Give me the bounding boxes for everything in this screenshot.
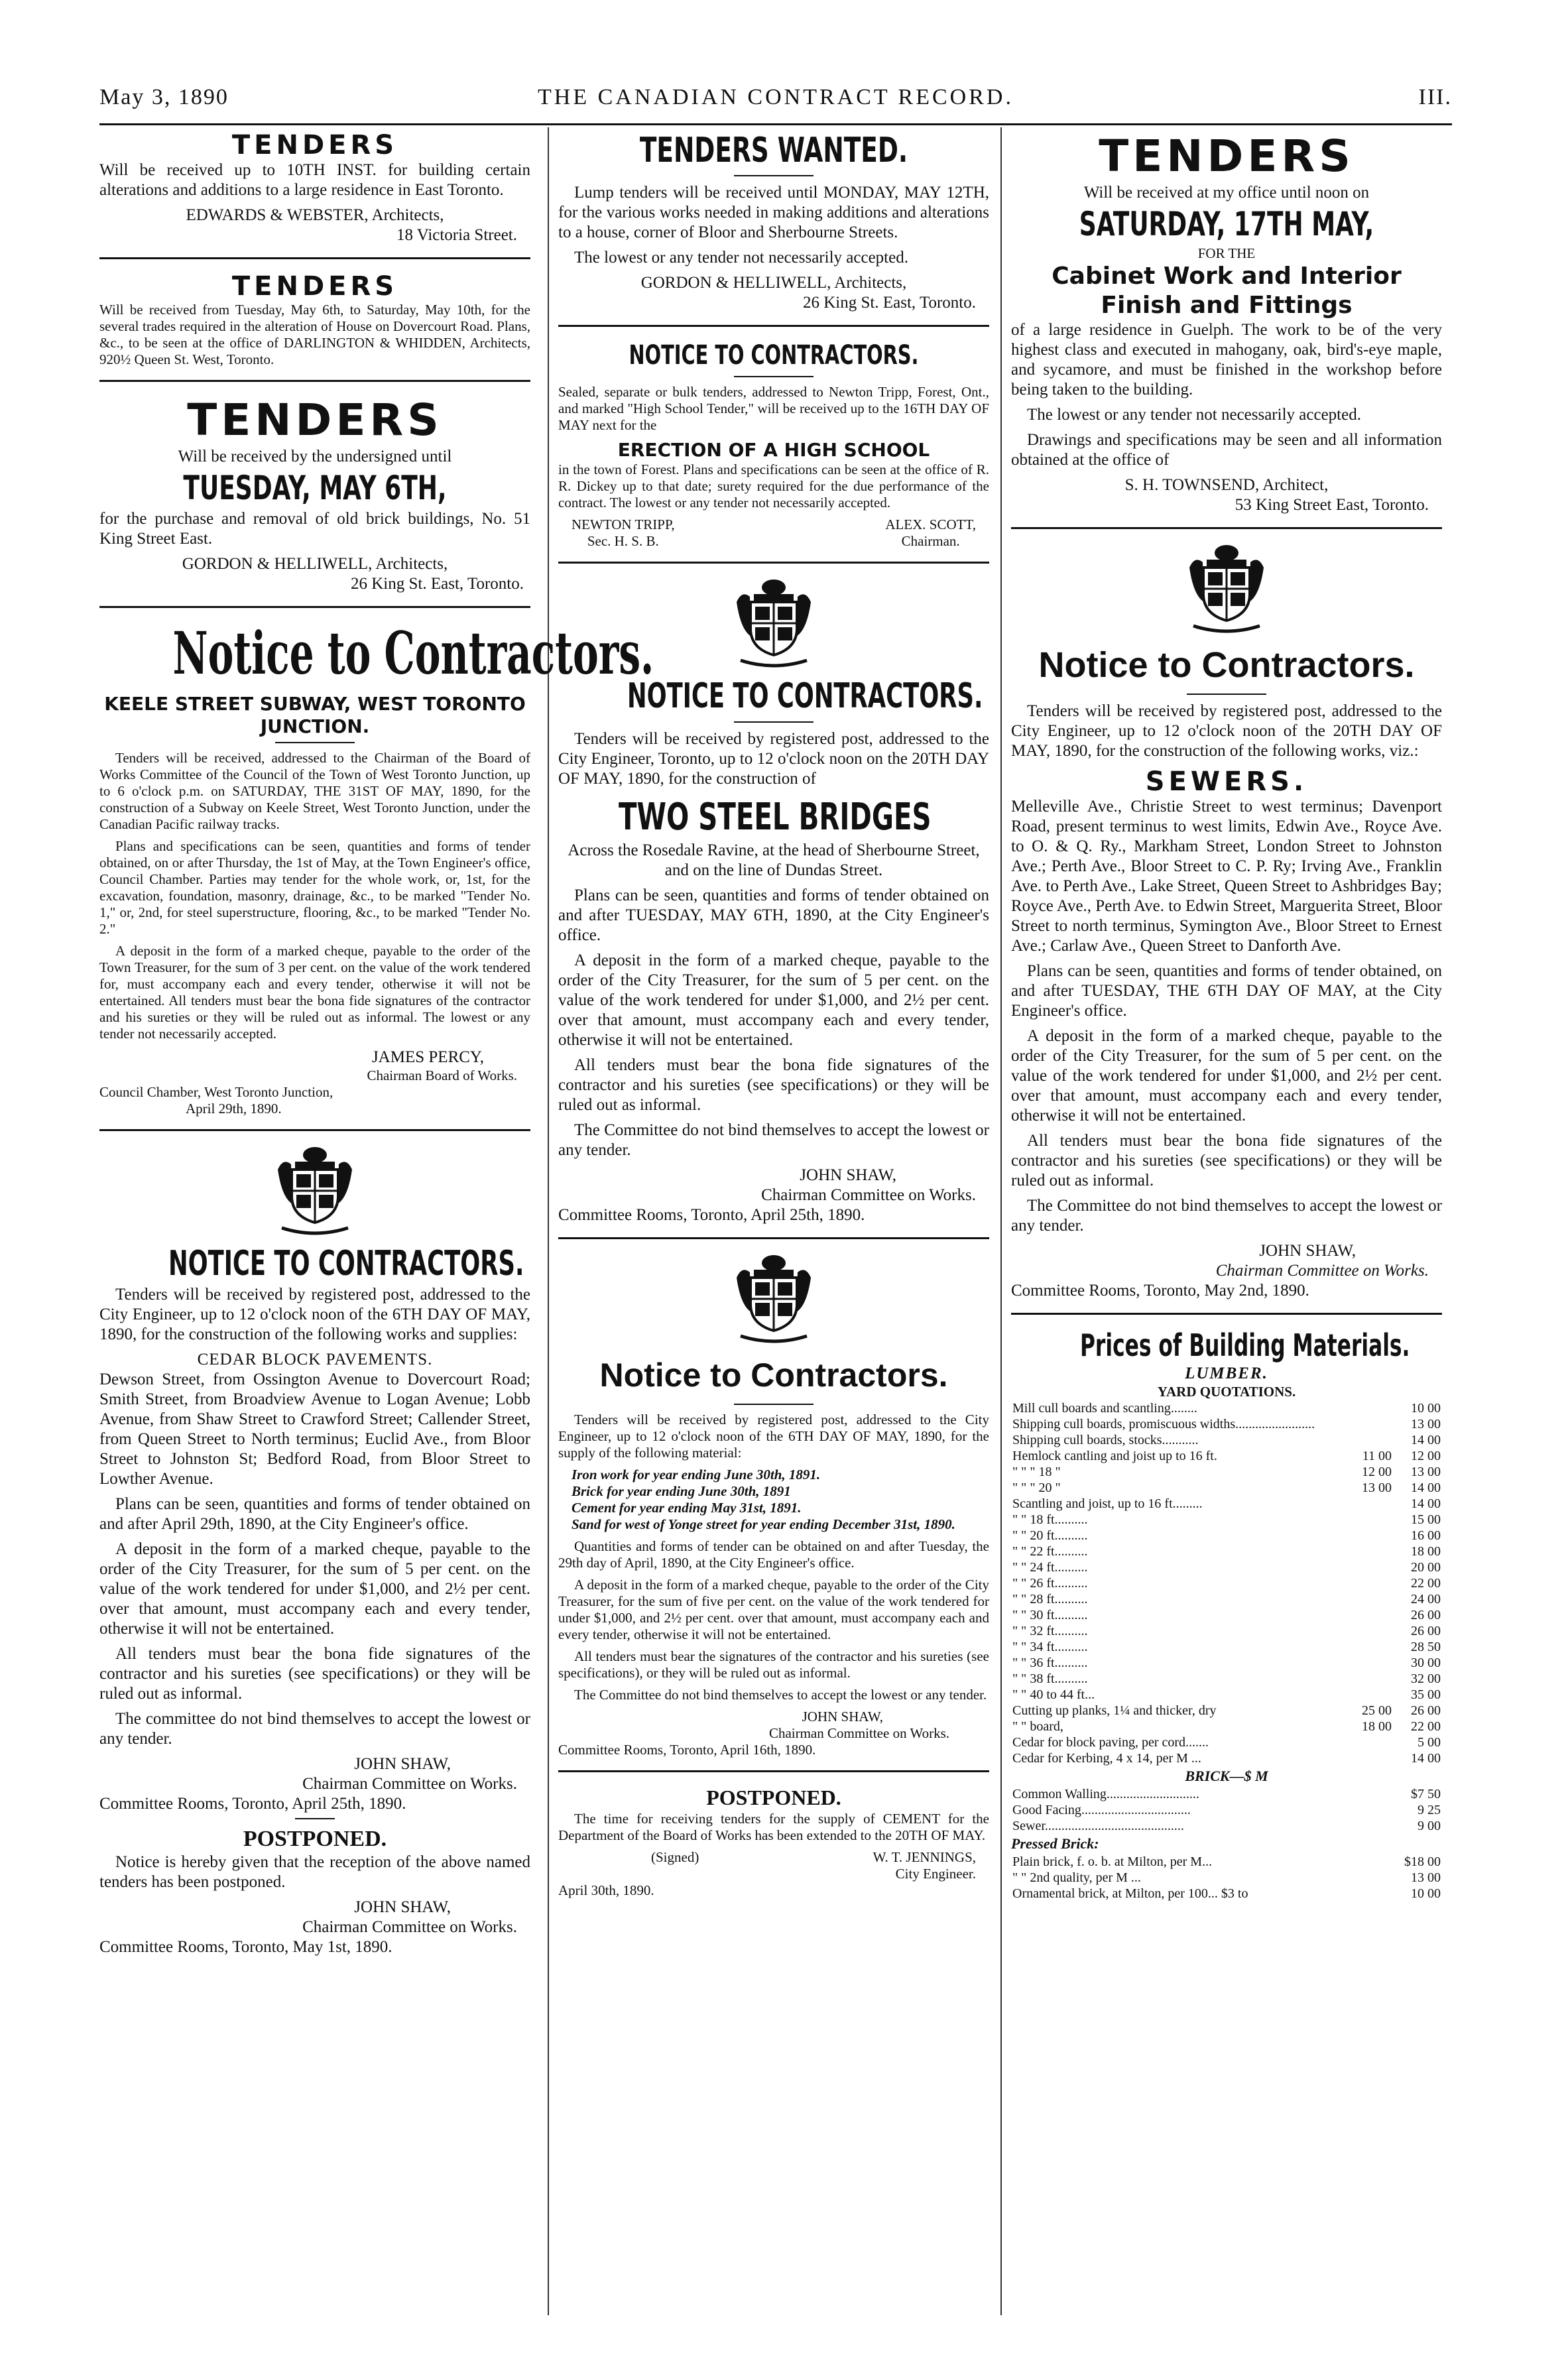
price-high: 9 00	[1417, 1819, 1441, 1833]
lumber-price-table	[1011, 1400, 1442, 1766]
price-low	[1344, 1655, 1393, 1671]
ad-date: April 29th, 1890.	[186, 1101, 282, 1117]
price-item: " " 38 ft..........	[1012, 1671, 1088, 1686]
ad-subtitle: CEDAR BLOCK PAVEMENTS.	[197, 1351, 433, 1368]
ad-paragraph: The Committee do not bind themselves to accept the lowest or any tender.	[1011, 1197, 1442, 1235]
price-low	[1344, 1886, 1393, 1902]
price-high: 14 00	[1411, 1751, 1441, 1766]
price-high: $7 50	[1411, 1787, 1441, 1801]
ad-high-school	[558, 339, 989, 550]
ad-paragraph: Melleville Ave., Christie Street to west terminus; Davenport Road, present terminus to west limits, Edwin Ave., Royce Ave. to O. & Q. Ry., Markham Street, London Street to Johnston Ave.; Perth Ave., Bloor Street to C. P. Ry; Irving Ave., Franklin Ave. to Perth Ave., Lake Street, Queen Street to Ashbridges Bay; Royce Ave., Perth Ave. to Edwin Street, Marguerita Street, Bloor Street to north terminus, Symington Ave., Bloor Street to Ernest Ave.; Carlaw Ave., Queen Street to Danforth Ave.	[1011, 798, 1442, 955]
prices-title: Prices of Building Materials.	[1080, 1327, 1410, 1363]
separator	[99, 606, 530, 608]
price-high: 28 50	[1411, 1640, 1441, 1654]
price-item: Common Walling............................	[1012, 1787, 1199, 1801]
price-high: 26 00	[1411, 1608, 1441, 1622]
price-row	[1011, 1750, 1442, 1766]
price-high: 26 00	[1411, 1703, 1441, 1718]
price-low	[1344, 1544, 1393, 1559]
ad-date: TUESDAY, MAY 6TH,	[183, 469, 447, 507]
price-low: 25 00	[1362, 1703, 1392, 1718]
separator	[558, 1770, 989, 1772]
price-row	[1011, 1559, 1442, 1575]
ad-paragraph: A deposit in the form of a marked cheque, payable to the order of the City Treasurer, for the sum of five per cent. on the value of the work tendered for under $1,000, and 2½ per cent. over that amount, must accompany each and every tender, otherwise it will not be entertained.	[558, 1577, 989, 1642]
price-row	[1011, 1623, 1442, 1639]
price-high: 15 00	[1411, 1512, 1441, 1527]
price-high: 32 00	[1411, 1671, 1441, 1686]
price-row	[1011, 1607, 1442, 1623]
price-row	[1011, 1432, 1442, 1448]
price-row	[1011, 1512, 1442, 1528]
short-rule	[275, 742, 355, 743]
ad-subtitle: ERECTION OF A HIGH SCHOOL	[617, 439, 930, 461]
price-low	[1344, 1623, 1393, 1639]
ad-body: The lowest or any tender not necessarily accepted.	[574, 249, 908, 267]
ad-cedar-block	[99, 1143, 530, 1814]
ad-paragraph: Plans can be seen, quantities and forms of tender obtained on and after TUESDAY, MAY 6TH, 1890, at the City Engineer's office.	[558, 886, 989, 944]
ad-signature: JAMES PERCY,	[371, 1048, 484, 1066]
price-low	[1344, 1687, 1393, 1703]
ad-item: Brick for year ending June 30th, 1891	[572, 1483, 791, 1499]
ad-subtitle: SEWERS.	[1145, 766, 1308, 797]
ad-body: Lump tenders will be received until MONDAY, MAY 12TH, for the various works needed in making additions and alterations to a house, corner of Bloor and Sherbourne Streets.	[558, 184, 989, 241]
city-seal-icon	[734, 576, 814, 668]
ad-signature: JOHN SHAW,	[1259, 1242, 1356, 1260]
price-low: 11 00	[1362, 1449, 1392, 1463]
page-header	[99, 85, 1452, 125]
ad-signature: S. H. TOWNSEND, Architect,	[1124, 476, 1329, 494]
ad-paragraph: Plans can be seen, quantities and forms of tender obtained on and after April 29th, 1890, at the City Engineer's office.	[99, 1495, 530, 1533]
ad-title: TENDERS	[231, 130, 398, 160]
ad-for: FOR THE	[1197, 245, 1256, 261]
ad-paragraph: The Committee do not bind themselves to accept the lowest or any tender.	[574, 1687, 987, 1703]
ad-paragraph: Plans and specifications can be seen, quantities and forms of tender obtained, on or after Thursday, the 1st of May, at the Town Engineer's office, Council Chamber. Parties may tender for the whole work, or, 1st, for the excavation, foundation, masonry, drainage, &c., to be marked "Tender No. 1," or, 2nd, for steel superstructure, flooring, &c., to be marked "Tender No. 2."	[99, 838, 530, 937]
price-row	[1011, 1400, 1442, 1416]
ad-signature-title: Chairman Committee on Works.	[768, 1725, 949, 1741]
separator	[99, 1129, 530, 1131]
price-low	[1344, 1496, 1393, 1512]
ad-signed-line	[558, 1849, 989, 1866]
price-row	[1011, 1544, 1442, 1559]
ad-paragraph: Tenders will be received, addressed to the Chairman of the Board of Works Committee of the Council of the Town of West Toronto Junction, up to 6 o'clock p.m. on SATURDAY, THE 31ST OF MAY, 1890, for the construction of a Subway on Keele Street, West Toronto Junction, under the Canadian Pacific railway tracks.	[99, 750, 530, 832]
price-high: 5 00	[1417, 1735, 1441, 1750]
ad-signature: EDWARDS & WEBSTER, Architects,	[186, 206, 444, 224]
price-row	[1011, 1655, 1442, 1671]
ad-tenders-old-brick	[99, 394, 530, 594]
ad-paragraph: A deposit in the form of a marked cheque, payable to the order of the City Treasurer, for the sum of 5 per cent. on the value of the work tendered for under $1,000, and 2½ per cent. over that amount, must accompany each and every tender, otherwise it will not be entertained.	[99, 1540, 530, 1638]
ad-paragraph: The committee do not bind themselves to accept the lowest or any tender.	[99, 1710, 530, 1748]
ad-paragraph: Tenders will be received by registered post, addressed to the City Engineer, up to 12 o'clock noon of the 6TH DAY OF MAY, 1890, for the supply of the following material:	[558, 1412, 989, 1461]
price-row	[1011, 1496, 1442, 1512]
ad-signature-title: Chairman Committee on Works.	[761, 1186, 976, 1204]
ad-paragraph: Across the Rosedale Ravine, at the head of Sherbourne Street, and on the line of Dundas Street.	[568, 841, 980, 879]
price-high: 9 25	[1417, 1803, 1441, 1817]
price-item: Cutting up planks, 1¼ and thicker, dry	[1012, 1703, 1217, 1718]
ad-title: TENDERS	[231, 271, 398, 302]
price-item: Plain brick, f. o. b. at Milton, per M...	[1012, 1854, 1213, 1869]
ad-signature-title: Sec. H. S. B.	[587, 533, 659, 549]
ad-signature: GORDON & HELLIWELL, Architects,	[182, 555, 448, 573]
ad-tenders-dovercourt	[99, 271, 530, 368]
ad-item: Sand for west of Yonge street for year ending December 31st, 1890.	[572, 1516, 955, 1532]
ad-postponed	[99, 1826, 530, 1957]
ad-line: Will be received at my office until noon on	[1083, 184, 1370, 202]
header-rule	[99, 123, 1452, 125]
lumber-heading: LUMBER.	[1185, 1364, 1268, 1382]
ad-paragraph: Quantities and forms of tender can be obtained on and after Tuesday, the 29th day of April, 1890, at the City Engineer's office.	[558, 1538, 989, 1571]
price-low	[1344, 1528, 1393, 1544]
column-right	[1011, 130, 1442, 1902]
price-high: 14 00	[1411, 1481, 1441, 1495]
price-low	[1344, 1607, 1393, 1623]
price-high: 26 00	[1411, 1624, 1441, 1638]
ad-cabinet-work	[1011, 130, 1442, 515]
price-low	[1344, 1432, 1393, 1448]
ad-signature-title: Chairman Board of Works.	[367, 1067, 517, 1083]
price-row	[1011, 1591, 1442, 1607]
ad-title: NOTICE TO CONTRACTORS.	[629, 340, 919, 371]
price-item: " " 28 ft..........	[1012, 1592, 1088, 1607]
separator	[1011, 527, 1442, 529]
ad-place: Council Chamber, West Toronto Junction,	[99, 1084, 333, 1100]
ad-signature: JOHN SHAW,	[800, 1166, 896, 1184]
price-low	[1344, 1639, 1393, 1655]
price-item: Cedar for Kerbing, 4 x 14, per M ...	[1012, 1751, 1201, 1766]
city-seal-icon	[275, 1143, 355, 1236]
pressed-brick-heading: Pressed Brick:	[1011, 1835, 1099, 1852]
price-high: 35 00	[1411, 1687, 1441, 1702]
ad-address: 18 Victoria Street.	[396, 226, 517, 244]
price-row	[1011, 1734, 1442, 1750]
price-row	[1011, 1786, 1442, 1802]
publication-title: THE CANADIAN CONTRACT RECORD.	[538, 85, 1014, 109]
price-item: " " 18 ft..........	[1012, 1512, 1088, 1527]
ad-signature: JOHN SHAW,	[802, 1709, 883, 1725]
ad-paragraph: Drawings and specifications may be seen and all information obtained at the office of	[1011, 431, 1442, 469]
ad-paragraph: A deposit in the form of a marked cheque, payable to the order of the City Treasurer, for the sum of 5 per cent. on the value of the work tendered for under $1,000, and 2½ per cent. over that amount, must accompany each and every tender, otherwise it will not be entertained.	[1011, 1027, 1442, 1124]
ad-body: Notice is hereby given that the reception of the above named tenders has been postponed.	[99, 1853, 530, 1891]
price-row	[1011, 1639, 1442, 1655]
ad-paragraph: Tenders will be received by registered post, addressed to the City Engineer, up to 12 o'clock noon of the 6TH DAY OF MAY, 1890, for the construction of the following works and supplies:	[99, 1286, 530, 1343]
issue-date: May 3, 1890	[99, 85, 229, 109]
ad-keele-subway	[99, 619, 654, 1117]
ad-paragraph: of a large residence in Guelph. The work to be of the very highest class and executed in mahogany, oak, bird's-eye maple, and sycamore, and must be finished in the workshop before being taken to the building.	[1011, 321, 1442, 398]
ad-date: SATURDAY, 17TH MAY,	[1079, 205, 1374, 243]
ad-title: POSTPONED.	[243, 1827, 387, 1851]
price-low	[1344, 1591, 1393, 1607]
price-item: " " 30 ft..........	[1012, 1608, 1088, 1622]
ad-body: Will be received up to 10TH INST. for building certain alterations and additions to a large residence in East Toronto.	[99, 161, 530, 199]
price-high: 14 00	[1411, 1496, 1441, 1511]
separator	[558, 562, 989, 564]
ad-signature-title: Chairman Committee on Works.	[302, 1918, 517, 1936]
price-row	[1011, 1870, 1442, 1886]
ad-subtitle: Cabinet Work and Interior Finish and Fittings	[1052, 263, 1402, 319]
separator	[558, 1237, 989, 1239]
brick-price-table	[1011, 1786, 1442, 1834]
ad-place: Committee Rooms, Toronto, May 1st, 1890.	[99, 1938, 392, 1956]
price-low: 18 00	[1362, 1719, 1392, 1734]
ad-highlight: TWO STEEL BRIDGES	[619, 796, 932, 839]
ad-tenders-edwards	[99, 130, 530, 245]
price-item: Cedar for block paving, per cord.......	[1012, 1735, 1209, 1750]
ad-place: Committee Rooms, Toronto, April 25th, 1890.	[558, 1206, 865, 1224]
price-high: 13 00	[1411, 1465, 1441, 1479]
price-low	[1344, 1854, 1393, 1870]
separator	[99, 257, 530, 259]
yard-quotations-heading: YARD QUOTATIONS.	[1157, 1384, 1296, 1400]
ad-paragraph: Tenders will be received by registered post, addressed to the City Engineer, up to 12 o'clock noon of the 20TH DAY OF MAY, 1890, for the construction of the following works, viz.:	[1011, 702, 1442, 760]
price-high: 12 00	[1411, 1449, 1441, 1463]
short-rule	[1187, 694, 1266, 695]
price-row	[1011, 1703, 1442, 1719]
ad-item: Iron work for year ending June 30th, 1891.	[572, 1467, 821, 1483]
separator	[99, 380, 530, 382]
ad-postponed-cement	[558, 1784, 989, 1899]
price-low	[1344, 1802, 1393, 1818]
price-row	[1011, 1416, 1442, 1432]
price-low	[1344, 1400, 1393, 1416]
ad-body: for the purchase and removal of old brick buildings, No. 51 King Street East.	[99, 510, 530, 548]
ad-material-supply	[558, 1251, 989, 1758]
price-high: 13 00	[1411, 1870, 1441, 1885]
ad-place: Committee Rooms, Toronto, April 25th, 1890.	[99, 1795, 406, 1813]
ad-signature-title: Chairman Committee on Works.	[1215, 1262, 1429, 1280]
price-item: " " 40 to 44 ft...	[1012, 1687, 1095, 1702]
short-rule	[734, 1404, 814, 1405]
price-row	[1011, 1886, 1442, 1902]
price-high: 10 00	[1411, 1886, 1441, 1901]
ad-paragraph: The lowest or any tender not necessarily accepted.	[1027, 406, 1361, 424]
price-item: " " 20 ft..........	[1012, 1528, 1088, 1543]
ad-paragraph: All tenders must bear the signatures of the contractor and his sureties (see specifications), or they will be ruled out as informal.	[558, 1648, 989, 1681]
price-item: Good Facing.................................	[1012, 1803, 1191, 1817]
price-item: " " " 20 "	[1012, 1481, 1061, 1495]
price-item: " " 2nd quality, per M ...	[1012, 1870, 1141, 1885]
price-row	[1011, 1464, 1442, 1480]
ad-body: The time for receiving tenders for the supply of CEMENT for the Department of the Board of Works has been extended to the 20TH OF MAY.	[558, 1811, 989, 1843]
price-item: Shipping cull boards, stocks...........	[1012, 1433, 1199, 1447]
price-low	[1344, 1818, 1393, 1834]
ad-steel-bridges	[558, 576, 989, 1225]
price-row	[1011, 1818, 1442, 1834]
ad-paragraph: All tenders must bear the bona fide signatures of the contractor and his sureties (see specifications) or they will be ruled out as informal.	[1011, 1132, 1442, 1189]
price-item: " " 22 ft..........	[1012, 1544, 1088, 1559]
short-rule	[734, 175, 814, 176]
ad-address: 26 King St. East, Toronto.	[803, 294, 976, 312]
ad-title: NOTICE TO CONTRACTORS.	[627, 676, 983, 716]
short-rule	[734, 376, 814, 377]
price-high: 13 00	[1411, 1417, 1441, 1431]
ad-signature: GORDON & HELLIWELL, Architects,	[640, 274, 907, 292]
price-high: 14 00	[1411, 1433, 1441, 1447]
price-high: 22 00	[1411, 1576, 1441, 1591]
ad-subtitle: KEELE STREET SUBWAY, WEST TORONTO JUNCTION.	[104, 693, 526, 737]
price-item: " " 24 ft..........	[1012, 1560, 1088, 1575]
ad-paragraph: A deposit in the form of a marked cheque, payable to the order of the City Treasurer, for the sum of 5 per cent. on the value of the work tendered for under $1,000, and 2½ per cent. over that amount, must accompany each and every tender, otherwise it will not be entertained.	[558, 951, 989, 1049]
separator	[1011, 1313, 1442, 1315]
ad-paragraph: Tenders will be received by registered post, addressed to the City Engineer, Toronto, up to 12 o'clock noon on the 20TH DAY OF MAY, 1890, for the construction of	[558, 730, 989, 788]
price-low	[1344, 1559, 1393, 1575]
price-item: " " 32 ft..........	[1012, 1624, 1088, 1638]
price-row	[1011, 1448, 1442, 1464]
ad-paragraph: All tenders must bear the bona fide signatures of the contractor and his sureties (see specifications) or they will be ruled out as informal.	[558, 1056, 989, 1114]
ad-paragraph: Plans can be seen, quantities and forms of tender obtained, on and after TUESDAY, THE 6TH DAY OF MAY, at the City Engineer's office.	[1011, 962, 1442, 1020]
price-row	[1011, 1480, 1442, 1496]
price-row	[1011, 1671, 1442, 1687]
ad-paragraph: Sealed, separate or bulk tenders, addressed to Newton Tripp, Forest, Ont., and marked "High School Tender," will be received up to the 16TH DAY OF MAY next for the	[558, 384, 989, 433]
price-high: 24 00	[1411, 1592, 1441, 1607]
ad-paragraph: Dewson Street, from Ossington Avenue to Dovercourt Road; Smith Street, from Broadview Avenue to Logan Avenue; Lobb Avenue, from Shaw Street to Crawford Street; Callender Street, from Queen Street to North terminus; Euclid Ave., from Bloor Street to Johnston St; Bedford Road, from Bloor Street to Lowther Avenue.	[99, 1370, 530, 1488]
ad-place: Committee Rooms, Toronto, May 2nd, 1890.	[1011, 1282, 1309, 1300]
price-high: 30 00	[1411, 1656, 1441, 1670]
separator	[558, 325, 989, 327]
price-row	[1011, 1528, 1442, 1544]
brick-heading: BRICK—$ M	[1185, 1768, 1268, 1784]
price-item: " " 26 ft..........	[1012, 1576, 1088, 1591]
price-low: 13 00	[1362, 1481, 1392, 1495]
short-rule	[734, 721, 814, 723]
price-item: Scantling and joist, up to 16 ft.........	[1012, 1496, 1203, 1511]
price-item: Mill cull boards and scantling........	[1012, 1401, 1197, 1416]
ad-title: TENDERS	[187, 394, 443, 446]
price-high: $18 00	[1404, 1854, 1441, 1869]
ad-title: Notice to Contractors.	[172, 619, 654, 688]
ad-title: NOTICE TO CONTRACTORS.	[168, 1244, 524, 1284]
price-item: " " 34 ft..........	[1012, 1640, 1088, 1654]
price-row	[1011, 1719, 1442, 1734]
price-low	[1344, 1750, 1393, 1766]
ad-line: Will be received by the undersigned until	[178, 448, 452, 465]
column-middle	[558, 130, 989, 1899]
price-low: 12 00	[1362, 1465, 1392, 1479]
ad-paragraph: All tenders must bear the bona fide signatures of the contractor and his sureties (see specifications) or they will be ruled out as informal.	[99, 1645, 530, 1703]
ad-paragraph: A deposit in the form of a marked cheque, payable to the order of the Town Treasurer, for the sum of 3 per cent. on the value of the work tendered for, must accompany each and every tender, otherwise it will not be entertained. All tenders must bear the bona fide signatures of the contractor and his sureties or they will be ruled out as informal. The lowest or any tender not necessarily accepted.	[99, 943, 530, 1042]
ad-signature-title: City Engineer.	[895, 1866, 976, 1882]
city-seal-icon	[734, 1251, 814, 1344]
price-item: Shipping cull boards, promiscuous widths........................	[1012, 1417, 1315, 1431]
column-divider-2	[1000, 127, 1002, 2315]
ad-signature-title: Chairman.	[901, 533, 960, 549]
ad-paragraph: The Committee do not bind themselves to accept the lowest or any tender.	[558, 1121, 989, 1159]
ad-item: Cement for year ending May 31st, 1891.	[572, 1500, 802, 1516]
short-rule	[295, 1818, 335, 1819]
ad-title: POSTPONED.	[706, 1786, 841, 1809]
ad-address: 53 King Street East, Toronto.	[1235, 496, 1429, 514]
ad-title: TENDERS	[1099, 131, 1355, 182]
price-high: 20 00	[1411, 1560, 1441, 1575]
city-seal-icon	[1187, 541, 1266, 634]
ad-title: Notice to Contractors.	[1038, 645, 1415, 685]
page-number: III.	[1418, 85, 1452, 109]
ad-signature: W. T. JENNINGS,	[873, 1849, 976, 1865]
ad-tenders-wanted	[558, 130, 989, 313]
ad-paragraph: in the town of Forest. Plans and specifications can be seen at the office of R. R. Dickey up to that date; surety required for the due performance of the contract. The lowest or any tender not necessarily accepted.	[558, 461, 989, 511]
price-item: " " 36 ft..........	[1012, 1656, 1088, 1670]
price-low	[1344, 1671, 1393, 1687]
price-low	[1344, 1512, 1393, 1528]
ad-date: April 30th, 1890.	[558, 1882, 654, 1898]
price-item: " " " 18 "	[1012, 1465, 1061, 1479]
ad-address: 26 King St. East, Toronto.	[351, 575, 524, 593]
ad-title: Notice to Contractors.	[599, 1357, 948, 1394]
ad-signature: ALEX. SCOTT,	[885, 516, 976, 532]
price-high: 16 00	[1411, 1528, 1441, 1543]
column-divider-1	[548, 127, 549, 2315]
price-high: 10 00	[1411, 1401, 1441, 1416]
price-low	[1344, 1870, 1393, 1886]
price-low	[1344, 1416, 1393, 1432]
ad-signatures	[558, 516, 989, 550]
price-high: 18 00	[1411, 1544, 1441, 1559]
prices-building-materials	[1011, 1327, 1442, 1902]
ad-signature-title: Chairman Committee on Works.	[302, 1775, 517, 1793]
price-item: " " board,	[1012, 1719, 1063, 1734]
ad-body: Will be received from Tuesday, May 6th, to Saturday, May 10th, for the several trades required in the alteration of House on Dovercourt Road. Plans, &c., to be seen at the office of DARLINGTON & WHIDDEN, Architects, 920½ Queen St. West, Toronto.	[99, 302, 530, 367]
price-row	[1011, 1854, 1442, 1870]
price-low	[1344, 1575, 1393, 1591]
ad-sewers	[1011, 541, 1442, 1301]
pressed-brick-price-table	[1011, 1854, 1442, 1902]
price-high: 22 00	[1411, 1719, 1441, 1734]
ad-signature: NEWTON TRIPP,	[572, 516, 675, 532]
ad-title: TENDERS WANTED.	[639, 131, 908, 170]
ad-signature: JOHN SHAW,	[354, 1755, 451, 1773]
price-row	[1011, 1687, 1442, 1703]
price-low	[1344, 1734, 1393, 1750]
price-item: Hemlock cantling and joist up to 16 ft.	[1012, 1449, 1217, 1463]
ad-place: Committee Rooms, Toronto, April 16th, 1890.	[558, 1742, 816, 1758]
price-item: Ornamental brick, at Milton, per 100... $3 to	[1012, 1886, 1248, 1901]
ad-signed-label: (Signed)	[651, 1849, 699, 1865]
ad-signature: JOHN SHAW,	[354, 1898, 451, 1916]
price-row	[1011, 1802, 1442, 1818]
price-row	[1011, 1575, 1442, 1591]
price-item: Sewer..........................................	[1012, 1819, 1184, 1833]
price-low	[1344, 1786, 1393, 1802]
